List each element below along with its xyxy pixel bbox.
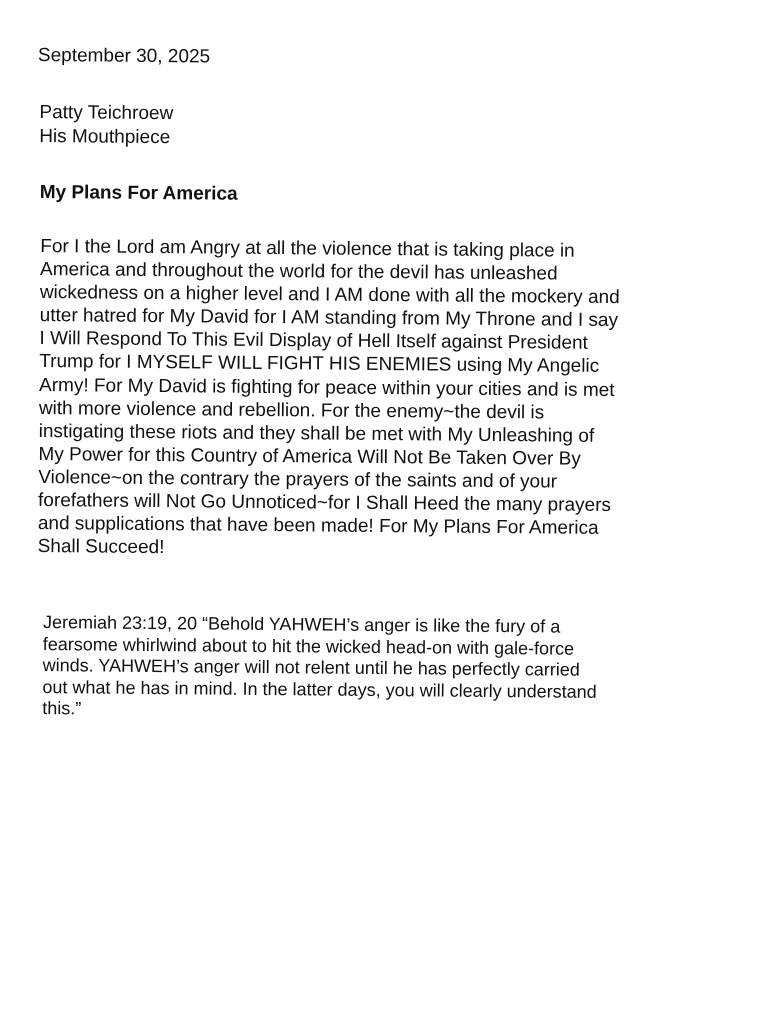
message-line: with more violence and rebellion. For the enemy~the devil is bbox=[38, 397, 545, 424]
scripture-line: fearsome whirlwind about to hit the wicked head-on with gale-force bbox=[42, 633, 575, 659]
message-line: Trump for I MYSELF WILL FIGHT HIS ENEMIES using My Angelic bbox=[39, 351, 600, 378]
message-body bbox=[38, 235, 741, 564]
message-line: instigating these riots and they shall be met with My Unleashing of bbox=[38, 420, 595, 447]
message-line: America and throughout the world for the devil has unleashed bbox=[39, 259, 558, 285]
scripture-line: winds. YAHWEH’s anger will not relent until he has perfectly carried bbox=[42, 655, 580, 680]
author-role: His Mouthpiece bbox=[39, 125, 171, 149]
message-line: My Power for this Country of America Will Not Be Taken Over By bbox=[38, 443, 581, 470]
letter-title: My Plans For America bbox=[39, 182, 238, 205]
message-line: and supplications that have been made! For My Plans For America bbox=[37, 513, 599, 540]
scripture-line: out what he has in mind. In the latter days, you will clearly understand bbox=[42, 676, 597, 702]
letter-date: September 30, 2025 bbox=[37, 44, 211, 68]
message-line: utter hatred for My David for I AM standing from My Throne and I say bbox=[39, 305, 619, 332]
author-block bbox=[39, 101, 173, 150]
scripture-line: this.” bbox=[42, 698, 82, 719]
message-line: wickedness on a higher level and I AM done with all the mockery and bbox=[39, 282, 620, 309]
message-line: Army! For My David is fighting for peace within your cities and is met bbox=[38, 374, 615, 401]
scripture-line: Jeremiah 23:19, 20 “Behold YAHWEH’s anger is like the fury of a bbox=[42, 612, 561, 637]
message-line: For I the Lord am Angry at all the violence that is taking place in bbox=[40, 236, 575, 262]
message-line: Shall Succeed! bbox=[37, 536, 165, 559]
message-line: Violence~on the contrary the prayers of the saints and of your bbox=[38, 466, 558, 493]
message-line: forefathers will Not Go Unnoticed~for I Shall Heed the many prayers bbox=[37, 490, 612, 517]
scripture-quote bbox=[42, 612, 733, 726]
message-line: I Will Respond To This Evil Display of Hell Itself against President bbox=[39, 328, 588, 355]
author-name: Patty Teichroew bbox=[39, 101, 174, 125]
